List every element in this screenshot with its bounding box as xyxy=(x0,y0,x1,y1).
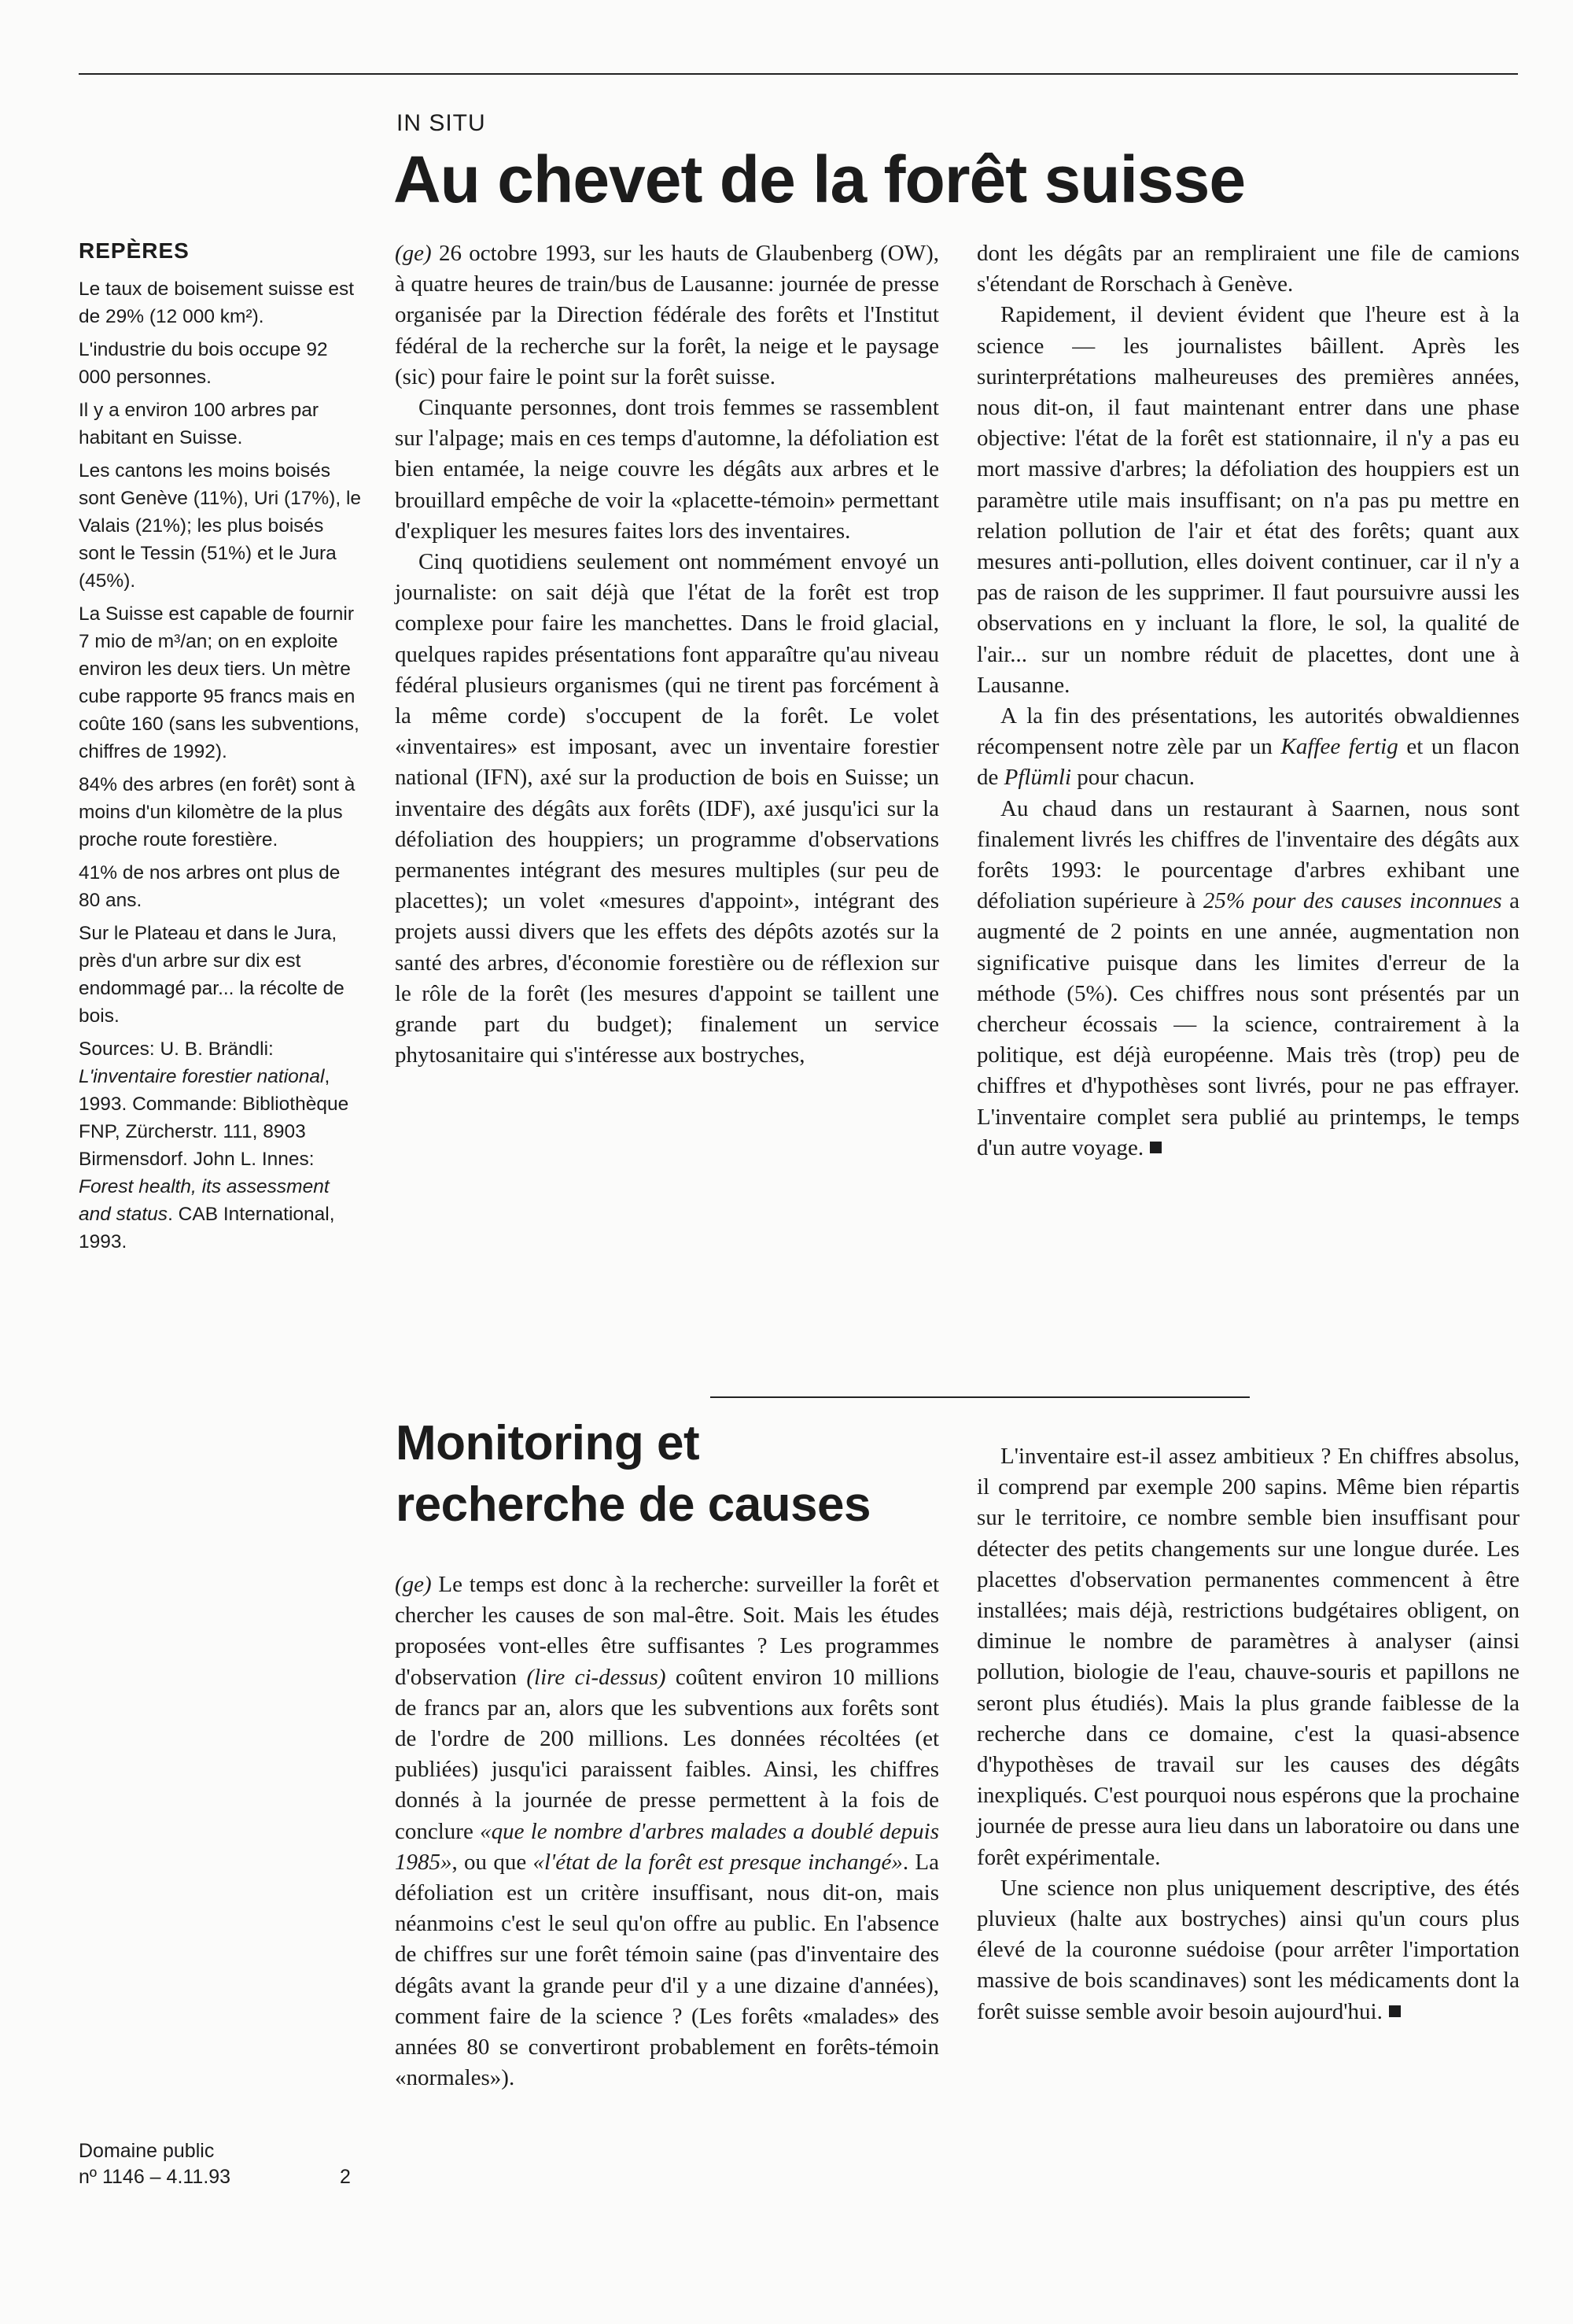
article2-column1 xyxy=(395,1570,939,2093)
fact-item: Le taux de boisement suisse est de 29% (12 000 km²). xyxy=(79,279,355,327)
fact-item: Les cantons les moins boisés sont Genève (11%), Uri (17%), le Valais (21%); les plus boisés sont le Tessin (51%) et le Jura (45%). xyxy=(79,460,362,592)
fact-item: La Suisse est capable de fournir 7 mio de m³/an; on en exploite environ les deux tiers. Un mètre cube rapporte 95 francs mais en coûte 160 (sans les subventions, chiffres de 1992). xyxy=(79,603,359,762)
sources-note: Sources: U. B. Brändli: L'inventaire forestier national, 1993. Commande: Bibliothèque FNP, Zürcherstr. 111, 8903 Birmensdorf. John L. Innes: Forest health, its assessment and status. CAB International, 1993. xyxy=(79,1038,349,1252)
paragraph: Au chaud dans un restaurant à Saarnen, nous sont finalement livrés les chiffres de l'inventaire des dégâts aux forêts 1993: le pourcentage d'arbres exhibant une défoliation supérieure à 25% pour des causes inconnues a augmenté de 2 points en une année, augmentation non significative puisque dans les limites d'erreur de la méthode (5%). Ces chiffres nous sont présentés par un chercheur écossais — la science, contrairement à la politique, est déjà européenne. Mais très (trop) peu de chiffres et d'hypothèses sont livrés, pour ne pas effrayer. L'inventaire complet sera publié au printemps, le temps d'un autre voyage. xyxy=(977,795,1520,1160)
paragraph: Cinq quotidiens seulement ont nommément envoyé un journaliste: on sait déjà que l'état de la forêt est trop complexe pour faire les manchettes. Dans le froid glacial, quelques rapides présentations font apparaître qu'au niveau fédéral plusieurs organismes (qui ne tirent pas forcément à la même corde) s'occupent de la forêt. Le volet «inventaires» est imposant, avec un inventaire forestier national (IFN), axé sur la production de bois en Suisse; un inventaire des dégâts aux forêts (IDF), axé jusqu'ici sur la défoliation des houppiers; un programme d'observations permanentes intégrant des mesures multiples (sur peu de placettes); un volet «mesures d'appoint», intégrant des projets aussi divers que les effets des dépôts azotés sur la santé des arbres, d'économie forestière ou de réflexion sur le rôle de la forêt (les mesures d'appoint se taillent une grande part du budget); finalement un service phytosanitaire qui s'intéresse aux bostryches, xyxy=(395,549,939,1068)
sidebar-title: REPÈRES xyxy=(79,238,190,263)
article1-column2 xyxy=(977,238,1520,1164)
fact-item: 41% de nos arbres ont plus de 80 ans. xyxy=(79,862,341,911)
fact-item: 84% des arbres (en forêt) sont à moins d'un kilomètre de la plus proche route forestière. xyxy=(79,774,355,850)
section-kicker: IN SITU xyxy=(396,110,486,136)
paragraph: Cinquante personnes, dont trois femmes se rassemblent sur l'alpage; mais en ces temps d'automne, la défoliation est bien entamée, la neige couvre les dégâts aux arbres et le brouillard empêche de voir la «placette-témoin» permettant d'expliquer les mesures faites lors des inventaires. xyxy=(395,395,939,544)
article2-column2 xyxy=(977,1441,1520,2027)
footer-publication: Domaine public nº 1146 – 4.11.93 xyxy=(79,2140,231,2188)
fact-item: Il y a environ 100 arbres par habitant en Suisse. xyxy=(79,400,319,448)
page-number: 2 xyxy=(340,2166,351,2188)
article2-title: Monitoring et recherche de causes xyxy=(396,1416,871,1532)
end-of-article-mark xyxy=(1389,2005,1401,2017)
paragraph: Une science non plus uniquement descriptive, des étés pluvieux (halte aux bostryches) ainsi qu'un cours plus élevé de la couronne suédoise (pour arrêter l'importation massive de bois scandinaves) sont les médicaments dont la forêt suisse semble avoir besoin aujourd'hui. xyxy=(977,1875,1520,2024)
paragraph: dont les dégâts par an rempliraient une file de camions s'étendant de Rorschach à Genève. xyxy=(977,241,1520,297)
article-divider xyxy=(710,1396,1250,1398)
top-rule xyxy=(79,73,1518,75)
paragraph: L'inventaire est-il assez ambitieux ? En chiffres absolus, il comprend par exemple 200 sapins. Même bien répartis sur le territoire, ce nombre semble bien insuffisant pour détecter des petits changements sur une longue durée. Les placettes d'observation permanentes commencent à être installées; mais déjà, restrictions budgétaires obligent, on diminue le nombre de paramètres à analyser (ainsi pollution, biologie de l'eau, chauve-souris et papillons ne seront plus étudiés). Mais la plus grande faiblesse de la recherche dans ce domaine, c'est la quasi-absence d'hypothèses de travail sur les causes des dégâts inexpliqués. C'est pourquoi nous espérons que la prochaine journée de presse aura lieu dans un laboratoire ou dans une forêt expérimentale. xyxy=(977,1444,1520,1870)
paragraph: A la fin des présentations, les autorités obwaldiennes récompensent notre zèle par un Kaffee fertig et un flacon de Pflümli pour chacun. xyxy=(977,703,1520,791)
fact-item: L'industrie du bois occupe 92 000 personnes. xyxy=(79,339,328,388)
sidebar-facts xyxy=(79,275,362,1261)
end-of-article-mark xyxy=(1150,1142,1162,1153)
page-title: Au chevet de la forêt suisse xyxy=(393,142,1246,216)
article1-column1 xyxy=(395,238,939,1071)
paragraph: Rapidement, il devient évident que l'heure est à la science — les journalistes bâillent. Après les surinterprétations malheureuses des premières années, nous dit-on, il faut maintenant entrer dans une phase objective: l'état de la forêt est stationnaire, il n'y a pas eu mort massive d'arbres; la défoliation des houppiers est un paramètre utile mais insuffisant; on n'a pas pu mettre en relation pollution de l'air et état des forêts; quant aux mesures anti-pollution, elles doivent continuer, car il n'y a pas de raison de les supprimer. Il faut poursuivre aussi les observations en y incluant la flore, le sol, la qualité de l'air... sur un nombre réduit de placettes, dont une à Lausanne. xyxy=(977,302,1520,698)
fact-item: Sur le Plateau et dans le Jura, près d'un arbre sur dix est endommagé par... la récolte de bois. xyxy=(79,923,344,1027)
paragraph: (ge) Le temps est donc à la recherche: surveiller la forêt et chercher les causes de son mal-être. Soit. Mais les études proposées vont-elles être suffisantes ? Les programmes d'observation (lire ci-dessus) coûtent environ 10 millions de francs par an, alors que les subventions aux forêts sont de l'ordre de 200 millions. Les données récoltées (et publiées) jusqu'ici paraissent faibles. Ainsi, les chiffres donnés à la journée de presse permettent à la fois de conclure «que le nombre d'arbres malades a doublé depuis 1985», ou que «l'état de la forêt est presque inchangé». La défoliation est un critère insuffisant, nous dit-on, mais néanmoins c'est le seul qu'on offre au public. En l'absence de chiffres sur une forêt témoin saine (pas d'inventaire des dégâts avant la grande peur d'il y a une dizaine d'années), comment faire de la science ? (Les forêts «malades» des années 80 se convertiront probablement en forêts-témoin «normales»). xyxy=(395,1572,940,2091)
paragraph: (ge) 26 octobre 1993, sur les hauts de Glaubenberg (OW), à quatre heures de train/bus de Lausanne: journée de presse organisée par la Direction fédérale des forêts et l'Institut fédéral de la recherche sur la forêt, la neige et le paysage (sic) pour faire le point sur la forêt suisse. xyxy=(395,241,939,389)
